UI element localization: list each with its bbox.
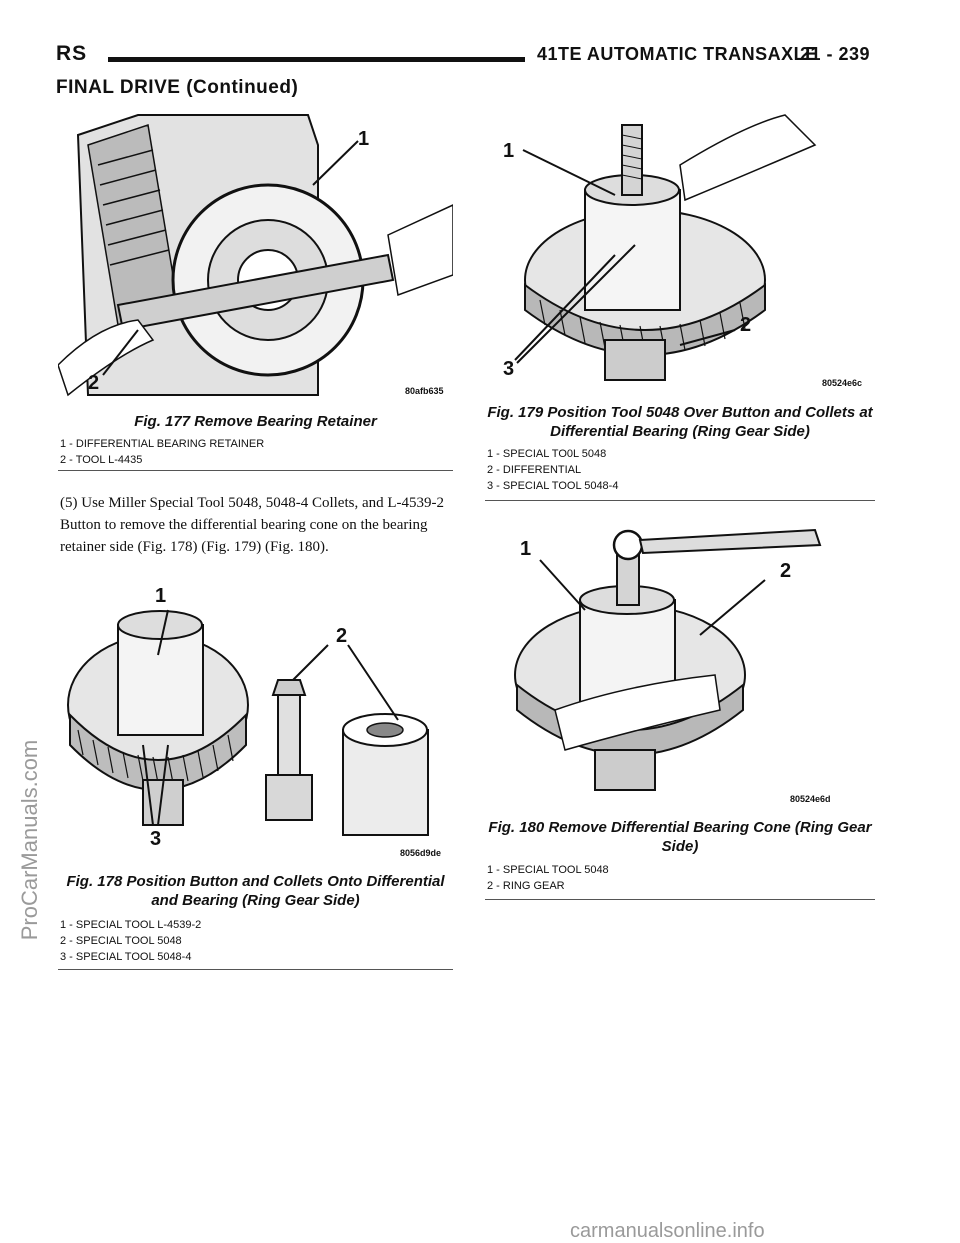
fig179-callout-2: 2 [740,314,752,336]
legend-item: 1 - DIFFERENTIAL BEARING RETAINER [60,438,265,450]
fig179-callout-3: 3 [503,358,515,380]
remove-bearing-retainer-drawing [58,105,453,400]
fig180-callout-1: 1 [520,538,532,560]
fig179-callout-1: 1 [503,140,515,162]
legend-item: 2 - RING GEAR [487,880,565,892]
fig178-callout-3: 3 [150,828,162,850]
legend-item: 1 - SPECIAL TOOL L-4539-2 [60,919,202,931]
fig178-callout-2: 2 [336,625,348,647]
position-tool-drawing [485,105,875,395]
legend-item: 3 - SPECIAL TOOL 5048-4 [60,951,192,963]
fig179-rule [485,500,875,501]
legend-item: 1 - SPECIAL TOOL 5048 [487,864,609,876]
section-code: RS [56,42,88,65]
fig178-code: 8056d9de [400,848,442,858]
side-watermark-text: ProCarManuals.com [17,739,42,941]
footer-watermark: carmanualsonline.info [570,1220,765,1242]
side-watermark [10,560,50,1120]
page-number: 21 - 239 [800,44,871,64]
legend-item: 2 - DIFFERENTIAL [487,464,582,476]
fig180-code: 80524e6d [790,794,831,804]
legend-item: 2 - SPECIAL TOOL 5048 [60,935,182,947]
fig179-caption: Fig. 179 Position Tool 5048 Over Button and Collets at Differential Bearing (Ring Gear Side) [487,404,873,440]
figure-179-illustration [485,105,875,395]
fig178-callout-1: 1 [155,585,167,607]
fig177-caption: Fig. 177 Remove Bearing Retainer [134,413,377,430]
legend-item: 1 - SPECIAL TO0L 5048 [487,448,607,460]
legend-item: 3 - SPECIAL TOOL 5048-4 [487,480,619,492]
page-title: 41TE AUTOMATIC TRANSAXLE [537,44,818,64]
fig178-caption: Fig. 178 Position Button and Collets Onto Differential and Bearing (Ring Gear Side) [66,873,445,909]
fig177-callout-1: 1 [358,128,370,150]
fig178-legend [60,917,201,965]
fig178-rule [58,969,453,970]
legend-item: 2 - TOOL L-4435 [60,454,143,466]
fig177-callout-2: 2 [88,372,100,394]
fig180-callout-2: 2 [780,560,792,582]
header-rule [108,57,525,62]
fig179-code: 80524e6c [822,378,863,388]
figure-177-illustration [58,105,453,400]
fig179-legend [487,446,618,494]
figure-180-illustration [485,525,875,810]
section-title: FINAL DRIVE (Continued) [56,77,299,98]
fig180-rule [485,899,875,900]
remove-bearing-cone-drawing [485,525,875,810]
button-collets-drawing [58,585,453,865]
fig177-code: 80afb635 [405,386,444,396]
fig180-legend [487,862,609,894]
step-5-paragraph: (5) Use Miller Special Tool 5048, 5048-4 Collets, and L-4539-2 Button to remove the differential bearing cone on the bearing retainer side (Fig. 178) (Fig. 179) (Fig. 180). [60,495,445,555]
fig177-legend [60,436,264,468]
fig177-rule [58,470,453,471]
figure-178-illustration [58,585,453,865]
fig180-caption: Fig. 180 Remove Differential Bearing Cone (Ring Gear Side) [488,819,872,855]
